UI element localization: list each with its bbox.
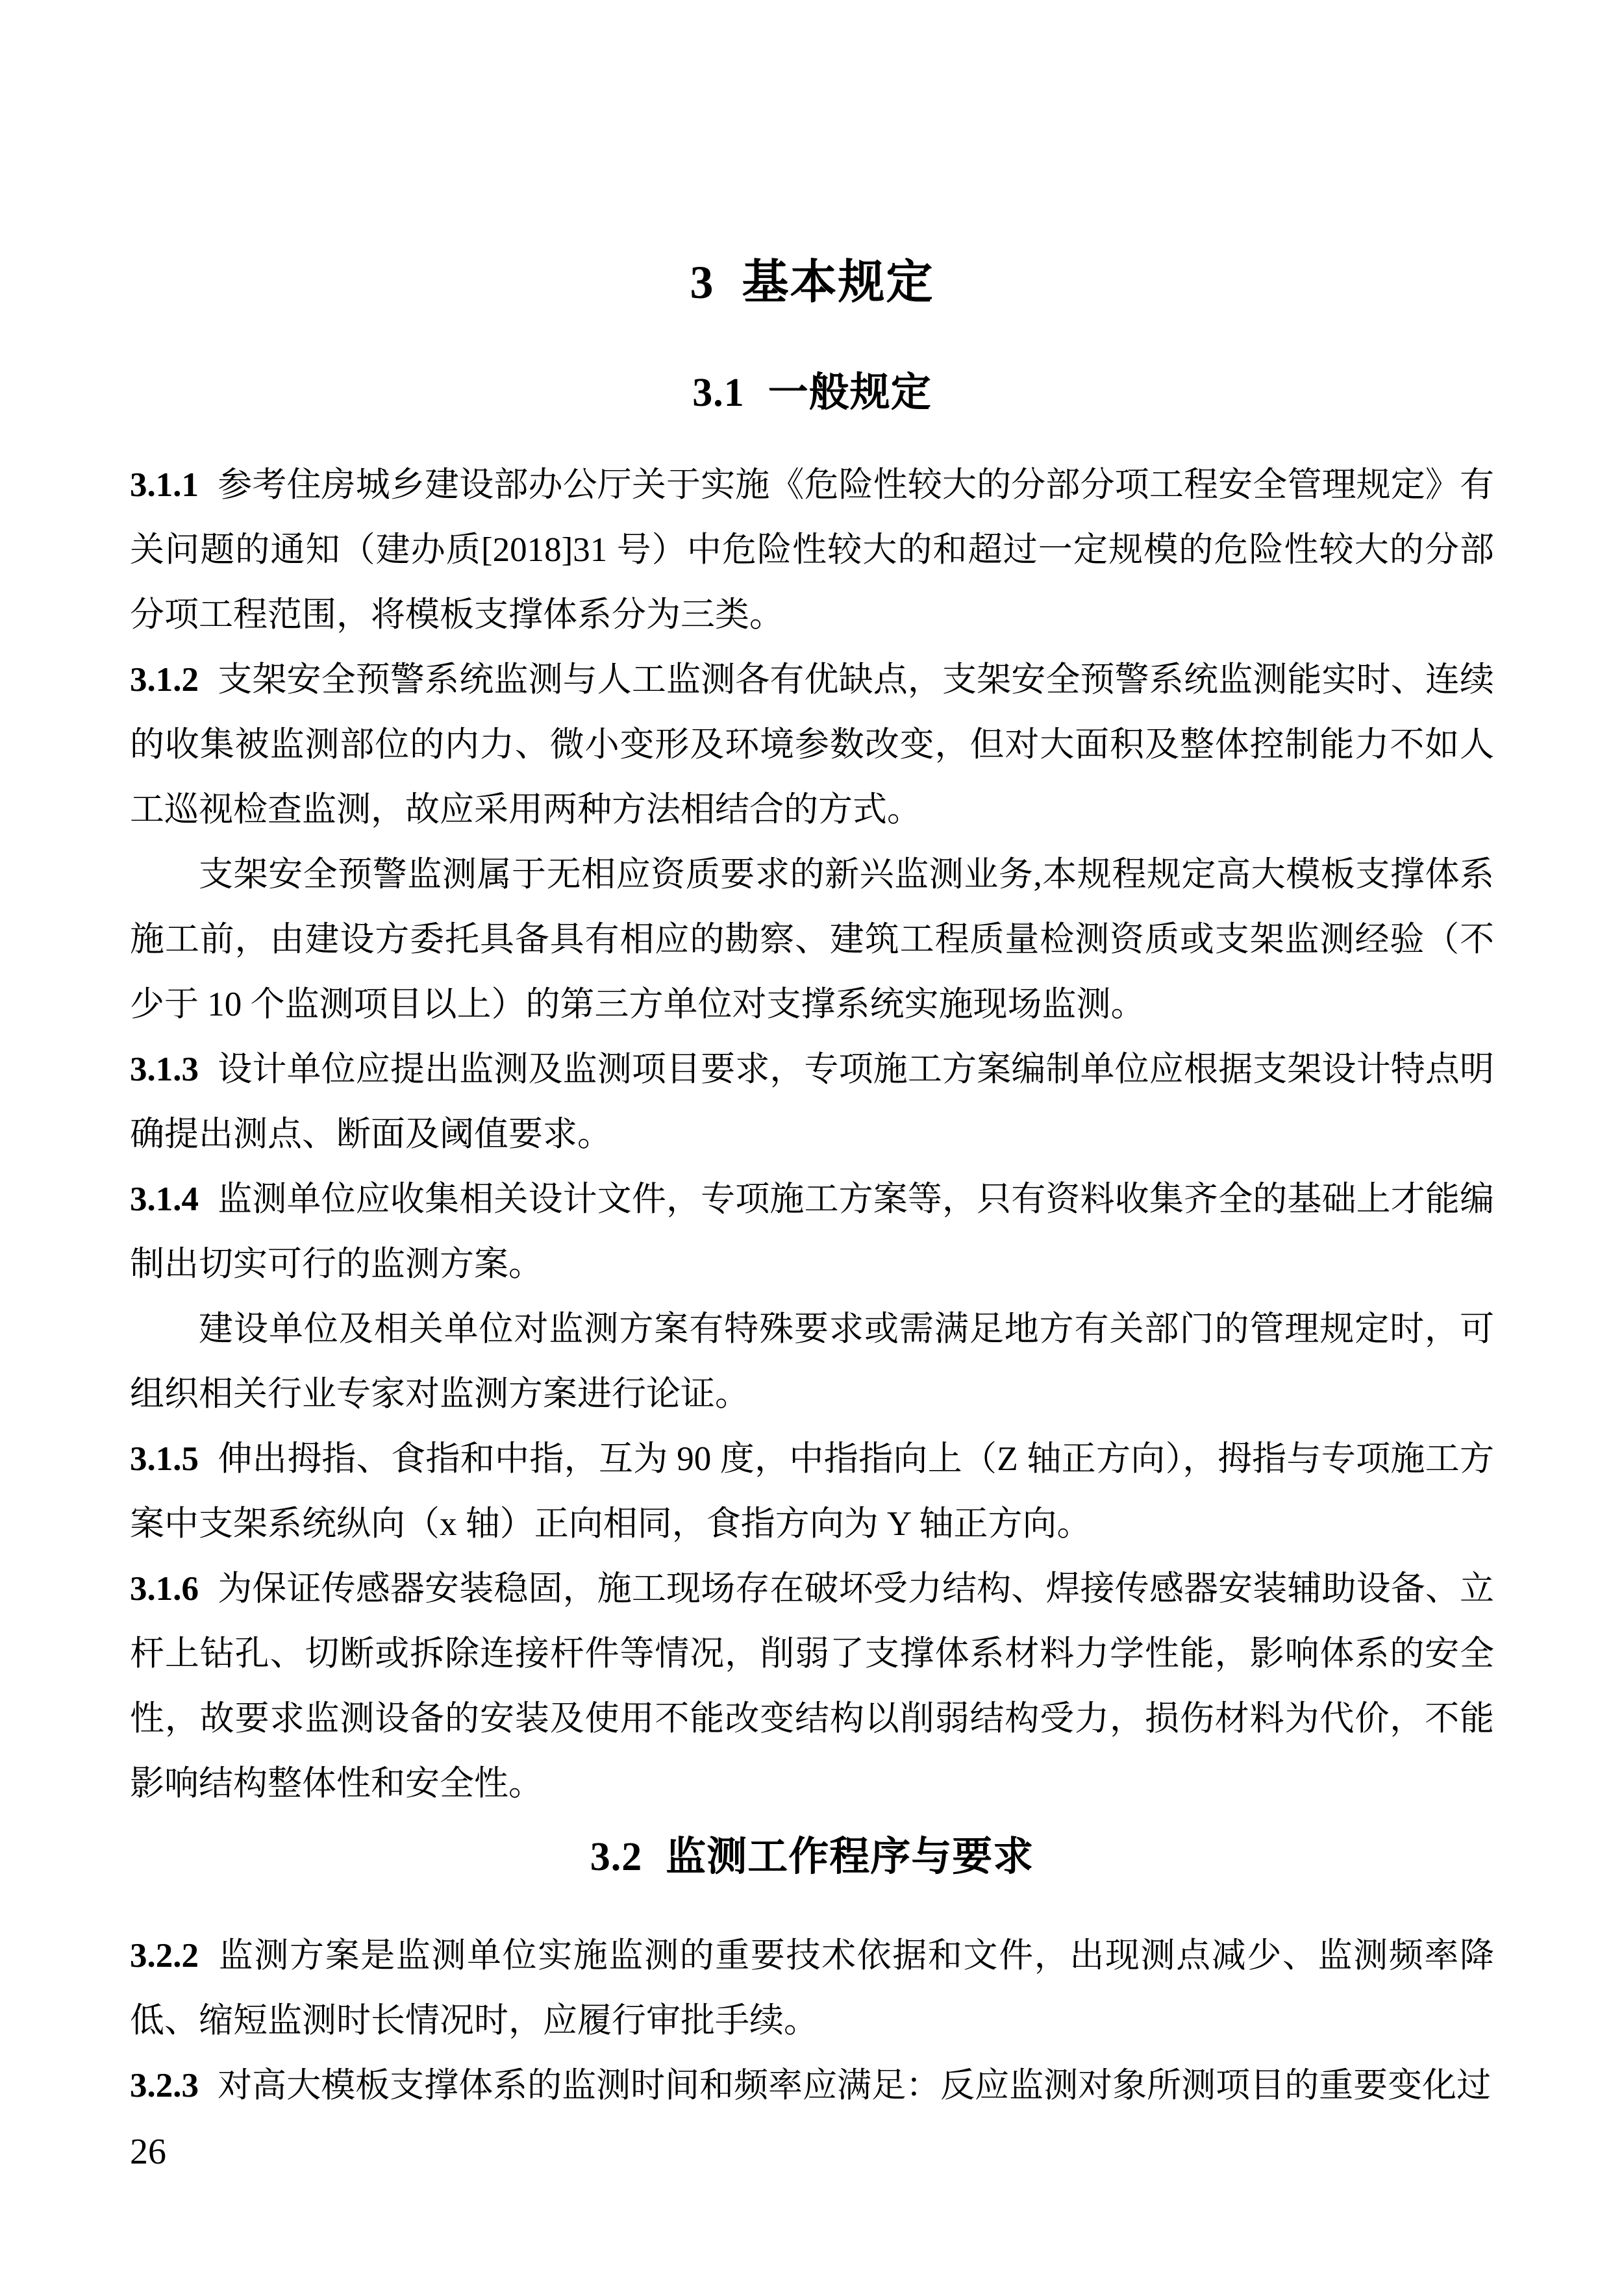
section-number: 3.2 [590,1835,643,1879]
clause-text: 对高大模板支撑体系的监测时间和频率应满足：反应监测对象所测项目的重要变化过 [218,2067,1492,2104]
clause-text: 伸出拇指、食指和中指，互为 90 度，中指指向上（Z 轴正方向），拇指与专项施工方案中支架系统纵向（x 轴）正向相同，食指方向为 Y 轴正方向。 [130,1440,1494,1543]
chapter-number: 3 [690,256,715,308]
section-title-text: 监测工作程序与要求 [666,1835,1034,1879]
section-number: 3.1 [692,371,745,415]
clause-3-1-1 [130,453,1494,647]
clause-number: 3.1.1 [130,466,199,504]
clause-number: 3.1.4 [130,1180,199,1218]
section-3-2-body [130,1923,1494,2118]
commentary-paragraph [130,842,1494,1037]
section-title-3-2 [130,1834,1494,1880]
chapter-title-text: 基本规定 [742,256,934,308]
clause-number: 3.2.2 [130,1937,199,1975]
section-title-3-1 [130,370,1494,416]
clause-number: 3.1.5 [130,1440,199,1478]
clause-number: 3.2.3 [130,2067,199,2104]
clause-number: 3.1.2 [130,661,199,699]
page-number: 26 [130,2132,166,2172]
clause-3-1-6 [130,1556,1494,1816]
clause-3-1-2 [130,647,1494,842]
clause-3-1-4 [130,1167,1494,1297]
clause-text: 设计单位应提出监测及监测项目要求，专项施工方案编制单位应根据支架设计特点明确提出测点、断面及阈值要求。 [130,1051,1494,1153]
commentary-paragraph [130,1297,1494,1427]
clause-text: 为保证传感器安装稳固，施工现场存在破坏受力结构、焊接传感器安装辅助设备、立杆上钻孔、切断或拆除连接杆件等情况，削弱了支撑体系材料力学性能，影响体系的安全性，故要求监测设备的安装及使用不能改变结构以削弱结构受力，损伤材料为代价，不能影响结构整体性和安全性。 [130,1570,1494,1803]
clause-3-2-3 [130,2053,1494,2118]
paragraph-text: 支架安全预警监测属于无相应资质要求的新兴监测业务,本规程规定高大模板支撑体系施工前，由建设方委托具备具有相应的勘察、建筑工程质量检测资质或支架监测经验（不少于 10 个监测项目以上）的第三方单位对支撑系统实施现场监测。 [130,856,1494,1023]
clause-text: 监测方案是监测单位实施监测的重要技术依据和文件，出现测点减少、监测频率降低、缩短监测时长情况时，应履行审批手续。 [130,1937,1494,2040]
clause-text: 参考住房城乡建设部办公厅关于实施《危险性较大的分部分项工程安全管理规定》有关问题的通知（建办质[2018]31 号）中危险性较大的和超过一定规模的危险性较大的分部分项工程范围，将模板支撑体系分为三类。 [130,466,1494,634]
clause-number: 3.1.3 [130,1051,199,1088]
chapter-title [130,256,1494,308]
clause-text: 监测单位应收集相关设计文件，专项施工方案等，只有资料收集齐全的基础上才能编制出切实可行的监测方案。 [130,1180,1494,1283]
section-title-text: 一般规定 [768,371,932,415]
clause-text: 支架安全预警系统监测与人工监测各有优缺点，支架安全预警系统监测能实时、连续的收集被监测部位的内力、微小变形及环境参数改变，但对大面积及整体控制能力不如人工巡视检查监测，故应采用两种方法相结合的方式。 [130,661,1494,829]
section-3-1-body [130,453,1494,1816]
clause-3-1-5 [130,1427,1494,1556]
clause-number: 3.1.6 [130,1570,199,1608]
clause-3-2-2 [130,1923,1494,2053]
clause-3-1-3 [130,1037,1494,1167]
paragraph-text: 建设单位及相关单位对监测方案有特殊要求或需满足地方有关部门的管理规定时，可组织相关行业专家对监测方案进行论证。 [130,1310,1494,1413]
